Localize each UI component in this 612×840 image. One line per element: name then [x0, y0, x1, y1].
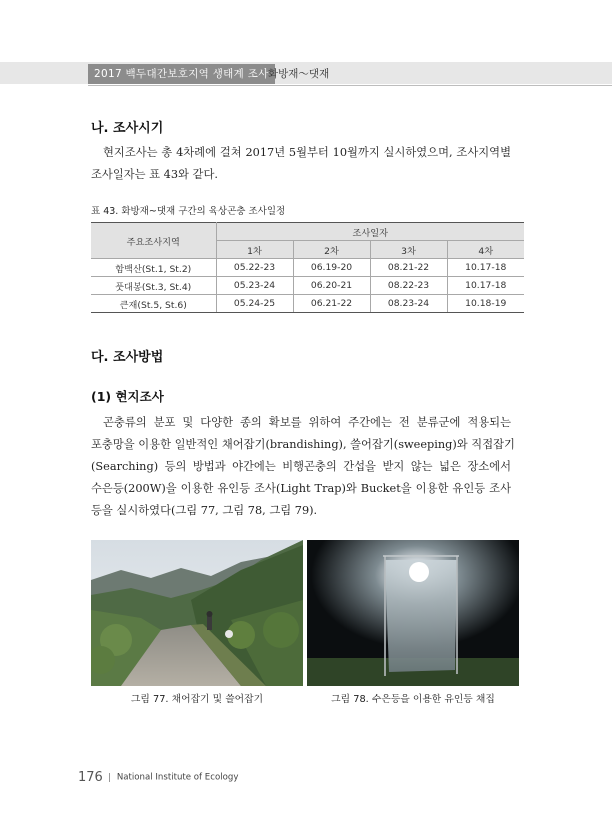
- table-header-round: 1차: [216, 241, 293, 259]
- photo-sweeping-collection: [91, 540, 303, 686]
- footer-separator: [109, 773, 110, 782]
- paragraph-line: 조사일자는 표 43와 같다.: [91, 168, 218, 181]
- table-cell-date: 05.24-25: [216, 295, 293, 313]
- table-row: [91, 277, 524, 295]
- table-header-round: 3차: [370, 241, 447, 259]
- running-header-title: 2017 백두대간보호지역 생태계 조사: [88, 64, 275, 84]
- institute-name: National Institute of Ecology: [116, 772, 239, 783]
- table-cell-date: 10.18-19: [447, 295, 524, 313]
- table-row: [91, 259, 524, 277]
- table-header-dates: 조사일자: [216, 223, 524, 241]
- header-divider: [88, 85, 612, 86]
- table-cell-date: 06.20-21: [293, 277, 370, 295]
- table-cell-date: 10.17-18: [447, 259, 524, 277]
- table-cell-date: 06.21-22: [293, 295, 370, 313]
- table-cell-date: 08.23-24: [370, 295, 447, 313]
- table-cell-region: 풋대봉(St.3, St.4): [91, 277, 216, 295]
- paragraph-timing: [91, 142, 511, 186]
- survey-schedule-table: [91, 222, 524, 313]
- figure-caption-78: 그림 78. 수은등을 이용한 유인등 채집: [331, 694, 495, 705]
- paragraph-line: 현지조사는 총 4차례에 걸쳐 2017년 5월부터 10월까지 실시하였으며, 조사지역별: [103, 146, 511, 159]
- paragraph-line: 등을 실시하였다(그림 77, 그림 78, 그림 79).: [91, 504, 318, 517]
- subsection-heading-field-survey: (1) 현지조사: [91, 389, 164, 404]
- table-caption: 표 43. 화방재~댓재 구간의 육상곤충 조사일정: [91, 206, 286, 217]
- section-heading-timing: 나. 조사시기: [91, 121, 164, 136]
- table-cell-date: 08.21-22: [370, 259, 447, 277]
- table-cell-date: 06.19-20: [293, 259, 370, 277]
- running-header-section: 화방재～댓재: [268, 68, 330, 80]
- table-cell-region: 큰재(St.5, St.6): [91, 295, 216, 313]
- table-header-region: 주요조사지역: [91, 223, 216, 259]
- table-cell-date: 08.22-23: [370, 277, 447, 295]
- page-footer: [78, 770, 238, 785]
- page-number: 176: [78, 770, 103, 785]
- paragraph-method: [91, 412, 515, 522]
- paragraph-line: (Searching) 등의 방법과 야간에는 비행곤충의 간섭을 받지 않는 넓은 장소에서: [91, 460, 511, 473]
- paragraph-line: 포충망을 이용한 일반적인 채어잡기(brandishing), 쓸어잡기(sweeping)와 직접잡기: [91, 438, 515, 451]
- table-cell-date: 10.17-18: [447, 277, 524, 295]
- table-row: [91, 295, 524, 313]
- paragraph-line: 수은등(200W)을 이용한 유인등 조사(Light Trap)와 Bucket을 이용한 유인등 조사: [91, 482, 511, 495]
- table-cell-date: 05.22-23: [216, 259, 293, 277]
- table-cell-region: 함백산(St.1, St.2): [91, 259, 216, 277]
- section-heading-method: 다. 조사방법: [91, 350, 164, 365]
- photo-light-trap: [307, 540, 519, 686]
- table-header-round: 4차: [447, 241, 524, 259]
- table-cell-date: 05.23-24: [216, 277, 293, 295]
- table-header-round: 2차: [293, 241, 370, 259]
- paragraph-line: 곤충류의 분포 및 다양한 종의 확보를 위하여 주간에는 전 분류군에 적용되는: [103, 416, 511, 429]
- figure-caption-77: 그림 77. 채어잡기 및 쓸어잡기: [130, 694, 264, 705]
